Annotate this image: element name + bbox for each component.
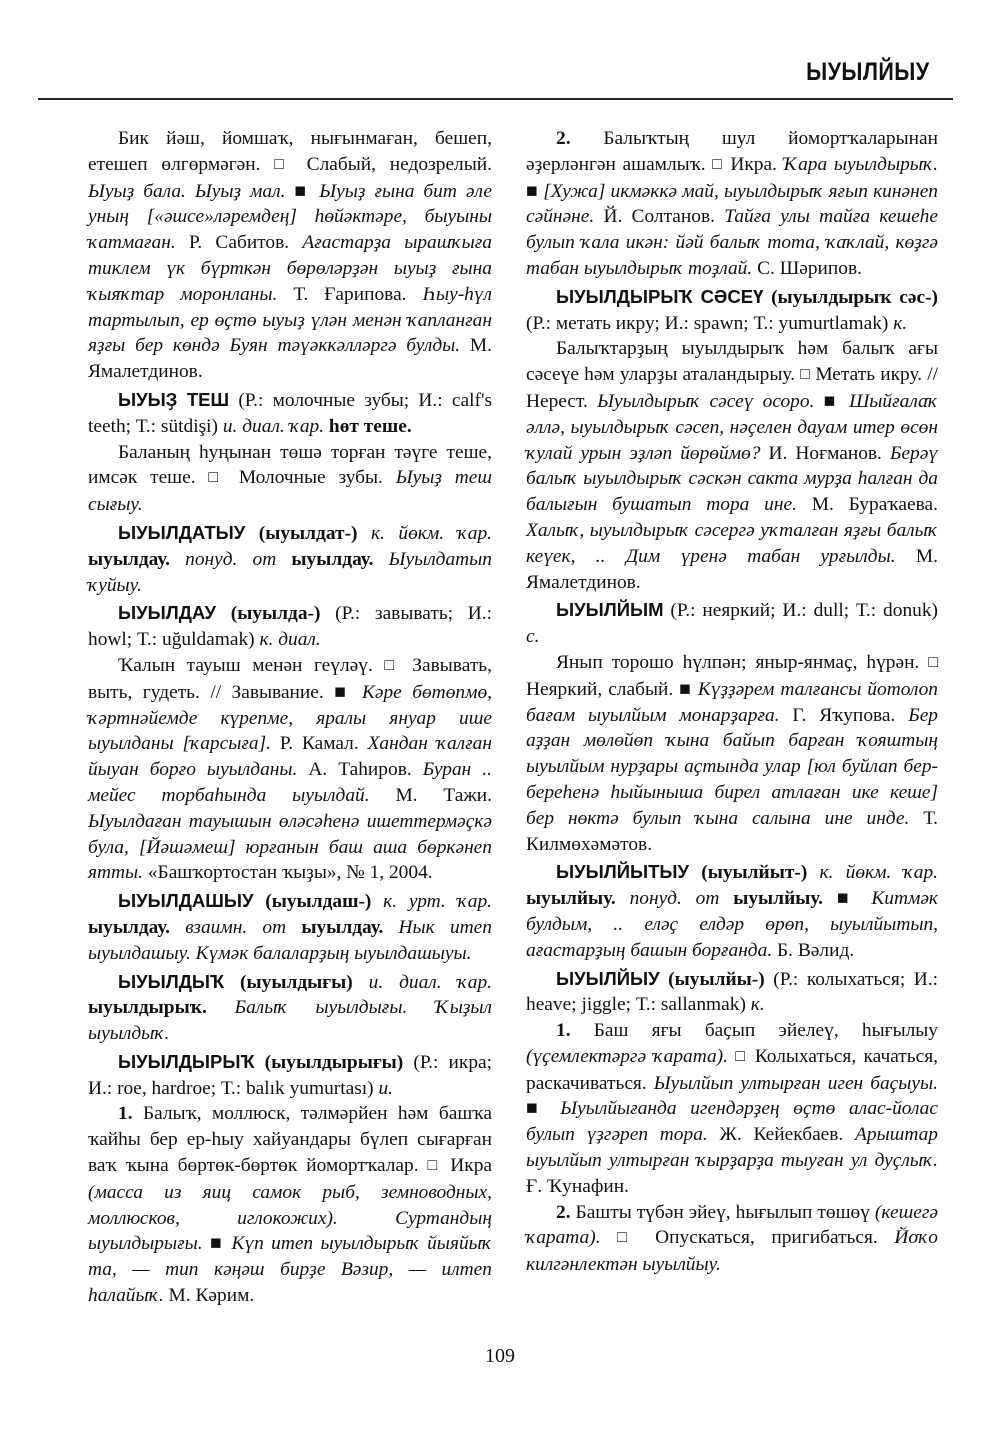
entry-text: ыуылдау. xyxy=(276,548,389,570)
entry-text: (Р.: колыхаться; И.: heave; jiggle; Т.: sallanmak) xyxy=(526,968,938,1016)
entry-text: Баш яғы баҫып эйелеү, һығылыу xyxy=(570,1020,938,1042)
entry-text: (кешегә ҡарата). xyxy=(526,1201,938,1249)
entry-text: 2. xyxy=(556,128,571,149)
entry-text: Ыуылдырыҡ сәсеү осоро. xyxy=(597,390,815,412)
entry-text: Кәре бөтөпмө, ҡәртнәйемде күрепме, яралы януар ише ыуылданы [ҡарсыға]. xyxy=(88,681,492,755)
entry-text: М. Кәрим. xyxy=(163,1285,255,1307)
entry-text: к. йөкм. ҡар. xyxy=(819,862,938,884)
entry-definition xyxy=(88,653,492,886)
entry-text: Ғ. Ҡунафин. xyxy=(526,1175,629,1197)
entry-text: Молочные зубы. xyxy=(226,467,396,489)
entry-definition xyxy=(526,126,938,282)
entry-text: к. урт. ҡар. xyxy=(383,891,492,913)
entry-text: 2. xyxy=(556,1201,571,1223)
entry-text: Башты түбән эйеү, һығылып төшөү xyxy=(570,1201,875,1223)
entry-text: Ҡара ыуылдырыҡ. xyxy=(783,153,938,175)
russian-gloss-marker: □ xyxy=(384,656,401,674)
entry-text: понуд. от xyxy=(629,888,720,910)
entry-text: ыуылйыу. xyxy=(719,888,837,910)
entry-text: ыуылдау. xyxy=(88,548,186,570)
entry-text: (Р.: завывать; И.: howl; Т.: uğuldamak) xyxy=(88,603,492,651)
headword: ЫУЫЛДАУ xyxy=(118,602,217,624)
dictionary-entry xyxy=(526,859,938,963)
entry-definition xyxy=(526,336,938,595)
entry-text: Нык итеп ыуылдашыу. Күмәк балаларҙың ыуылдашыуы. xyxy=(88,916,492,964)
entry-continuation xyxy=(88,126,492,385)
dictionary-entry xyxy=(88,387,492,440)
entry-text: С. Шәрипов. xyxy=(752,257,863,279)
entry-text: (ыуылйыт-) xyxy=(689,862,820,884)
entry-text: (Р.: неяркий; И.: dull; Т.: donuk) xyxy=(663,600,938,622)
russian-gloss-marker: □ xyxy=(735,1047,748,1065)
entry-text: Завывать, выть, гудеть. // Завывание. xyxy=(88,654,492,703)
headword: ЫУЫЛДАТЫУ xyxy=(118,521,246,543)
entry-text: с. xyxy=(526,626,540,648)
entry-text: (ыуылйы-) xyxy=(659,968,774,990)
page-number: 109 xyxy=(485,1345,515,1367)
entry-text: Янып торошо һүлпән; яныр-янмаҫ, һүрән. xyxy=(556,651,929,673)
entry-text: Баланың һуңынан төшә торған тәүге теше, имсәк теше. xyxy=(88,441,492,489)
entry-text: ыуылдау. xyxy=(88,916,186,938)
entry-text: Ыуылйығанда игендәрҙең өҫтө алас-йолас булып үҙгәреп тора. xyxy=(526,1098,938,1146)
left-column xyxy=(88,126,492,1309)
entry-text: Һыу-һүл тартылып, ер өҫтө ыуыҙ үлән менән ҡапланған яҙғы бер көндә Буян тәүәккәлләргә булды. xyxy=(88,283,492,357)
entry-text: (ыуылдығы) xyxy=(224,971,369,993)
entry-text: ыуылдырыҡ. xyxy=(88,997,235,1019)
entry-text: 1. xyxy=(118,1103,133,1125)
entry-text: Ҡалын тауыш менән геүләү. xyxy=(118,654,385,676)
entry-text: (ыуылдат-) xyxy=(245,522,371,544)
entry-text: Халыҡ, ыуылдырыҡ сәсергә уҡталған яҙғы балыҡ кеүек, .. Дим үренә табан урғылды. xyxy=(526,519,938,567)
russian-gloss-marker: □ xyxy=(928,653,938,671)
dictionary-entry xyxy=(88,888,492,966)
entry-text: ■ xyxy=(836,888,858,910)
headword: ЫУЫЛЙЫТЫУ xyxy=(556,861,690,883)
entry-text: Б. Вәлид. xyxy=(772,939,855,961)
entry-text: 1. xyxy=(556,1020,571,1042)
dictionary-entry xyxy=(526,597,938,650)
entry-text: Т. Ғарипова. xyxy=(277,283,423,305)
entry-text: Арыштар ыуылйып ултырған ҡырҙарҙа тыуған ул дуҫлыҡ. xyxy=(526,1124,938,1172)
entry-text: к. йөкм. ҡар. xyxy=(370,522,493,544)
entry-text: Р. Камал. xyxy=(271,733,368,755)
entry-text: Балыҡ, моллюск, тәлмәрйен һәм башҡа ҡайһы бер ер-һыу хайуандары бүлеп сығарған ваҡ ҡына бөртөк-бөртөк йомортҡалар. xyxy=(88,1103,492,1177)
entry-text: Китмәк булдым, .. еләҫ елдәр өрөп, ыуылйытып, ағастарҙың башын борғанда. xyxy=(526,888,938,961)
entry-text: (ыуылдырығы) xyxy=(254,1051,414,1073)
entry-text: ■ xyxy=(814,390,840,412)
entry-text: Колыхаться, качаться, раскачиваться. xyxy=(526,1045,938,1094)
entry-text: Ж. Кейекбаев. xyxy=(707,1124,856,1146)
entry-text: ыуылдау. xyxy=(286,916,399,938)
entry-text: ■ xyxy=(202,1233,225,1255)
entry-text: (үҫемлектәргә ҡарата). xyxy=(526,1045,728,1067)
entry-text: ■ xyxy=(526,1098,547,1120)
entry-text: Опускаться, пригибаться. xyxy=(638,1227,895,1249)
entry-text: Ыуыҙ ғына бит әле уның [«әшсе»ләремдең] һөйәктәре, быуыны ҡатмаған. xyxy=(88,180,493,254)
entry-definition xyxy=(526,1200,938,1278)
entry-text: Хандан ҡалған йыуан борғо ыуылданы. xyxy=(88,733,492,781)
headword: ЫУЫҘ ТЕШ xyxy=(118,388,230,410)
dictionary-entry xyxy=(88,520,492,598)
entry-text: (ыуылдаш-) xyxy=(253,891,384,913)
dictionary-columns xyxy=(88,126,938,1309)
dictionary-entry xyxy=(88,969,492,1047)
russian-gloss-marker: □ xyxy=(800,366,811,384)
entry-text: М. Ямалетдинов. xyxy=(526,545,938,593)
entry-text: «Башҡортостан ҡыҙы», № 1, 2004. xyxy=(143,862,433,884)
right-column xyxy=(526,126,938,1309)
entry-text: Бер аҙҙан мөлөйөп ҡына байып барған ҡояштың ыуылйым нурҙары аҫтында улар [юл буйлап бер-береһенә һыйыныша бирел атлаған ике кеше] бер нөктә булып ҡына салына ине инде. xyxy=(526,704,939,829)
entry-text: Т. Килмөхәмәтов. xyxy=(526,807,938,855)
entry-text: Буран .. мейес торбаһында ыуылдай. xyxy=(88,759,492,806)
entry-text: М. Ямалетдинов. xyxy=(88,335,493,383)
headword: ЫУЫЛДЫРЫҠ xyxy=(118,1050,255,1072)
entry-text: Ыуыҙ теш сығыу. xyxy=(88,467,492,516)
dictionary-entry xyxy=(88,1049,492,1102)
entry-text: Неяркий, слабый. xyxy=(526,678,680,700)
headword: ЫУЫЛДАШЫУ xyxy=(118,890,254,912)
entry-text: И. Ноғманов. xyxy=(760,442,890,464)
entry-text: к. xyxy=(750,994,765,1016)
entry-text: Г. Яҡупова. xyxy=(779,704,909,726)
entry-definition xyxy=(526,1018,938,1200)
russian-gloss-marker: □ xyxy=(617,1229,639,1247)
running-head: ЫУЫЛЙЫУ xyxy=(806,58,930,86)
russian-gloss-marker: □ xyxy=(427,1157,442,1175)
entry-text: Икра xyxy=(441,1155,492,1177)
entry-text: (Р.: метать икру; И.: spawn; Т.: yumurtlamak) xyxy=(526,312,894,334)
dictionary-entry xyxy=(88,600,492,653)
entry-text: Ыуылйып ултырған иген баҫыуы. xyxy=(653,1072,938,1094)
entry-text: взаимн. от xyxy=(185,916,287,938)
entry-text: Йоҡо килгәнлектән ыуылйыу. xyxy=(526,1227,938,1276)
header-rule xyxy=(38,98,953,100)
entry-text: (масса из яиц самок рыб, земноводных, моллюсков, иглокожих). Суртандың ыуылдырығы. xyxy=(88,1181,492,1255)
entry-text: понуд. от xyxy=(185,548,277,570)
entry-text: Бик йәш, йомшаҡ, нығынмаған, бешеп, етешеп өлгөрмәгән. xyxy=(88,128,492,175)
entry-text: Метать икру. // Нерест. xyxy=(526,364,938,412)
entry-text: и. xyxy=(378,1077,393,1099)
entry-text: А. Таһиров. xyxy=(297,759,423,781)
entry-text: Р. Сабитов. xyxy=(175,232,303,254)
headword: ЫУЫЛДЫРЫҠ СӘСЕҮ xyxy=(556,285,764,307)
russian-gloss-marker: □ xyxy=(712,155,724,173)
entry-text: к. диал. xyxy=(259,629,321,651)
dictionary-entry xyxy=(526,966,938,1019)
entry-text: Тайға улы тайға кешеһе булып ҡала икән: йәй балыҡ тота, ҡаҡлай, көҙгә табан ыуылдырыҡ тоҙлай. xyxy=(526,206,938,279)
russian-gloss-marker: □ xyxy=(274,155,293,173)
entry-text: ■ xyxy=(526,180,539,202)
headword: ЫУЫЛЙЫМ xyxy=(556,599,664,621)
entry-text: Шыйғалаҡ әллә, ыуылдырыҡ сәсеп, нәҫелен дауам итер өсөн ҡулай урын эҙләп йөрөймө? xyxy=(526,390,938,464)
entry-text: (Р.: икра; И.: roe, hardroe; Т.: balık yumurtası) xyxy=(88,1051,493,1099)
entry-text xyxy=(601,1227,618,1248)
entry-text: [Хужа] икмәккә май, ыуылдырыҡ яғып кинәнеп сәйнәне. xyxy=(526,180,938,228)
entry-text: к. xyxy=(893,312,908,334)
entry-text: Ағастарҙа ырашҡыға тиклем үк бүрткән бөрөләрҙән ыуыҙ ғына ҡыяҡтар моронланы. xyxy=(88,232,492,305)
entry-text: ■ xyxy=(679,678,692,700)
entry-text: Күҙҙәрем талғансы йотолоп бағам ыуылйым монарҙарға. xyxy=(526,678,939,726)
entry-text: Берәү балыҡ ыуылдырыҡ сәскән сакта мурҙа һалған да балығын бушатып тора ине. xyxy=(526,442,938,516)
entry-text: һөт теше. xyxy=(324,415,412,437)
entry-text: Икра. xyxy=(723,153,784,175)
headword: ЫУЫЛДЫҠ xyxy=(118,970,225,992)
entry-text: М. Бураҡаева. xyxy=(796,494,938,516)
entry-definition xyxy=(526,650,938,857)
entry-text: Балыҡ ыуылдығы. Ҡыҙыл ыуылдыҡ. xyxy=(88,997,492,1045)
entry-text: (Р.: молочные зубы; И.: calf's teeth; Т.: sütdişi) xyxy=(88,389,492,437)
entry-text: и. диал. ҡар. xyxy=(368,971,492,993)
entry-text: (ыуылдырыҡ сәс-) xyxy=(763,286,938,308)
entry-text: (ыуылда-) xyxy=(216,603,336,625)
entry-text: Балыҡтарҙың ыуылдырыҡ һәм балыҡ ағы сәсеүе һәм уларҙы аталандырыу. xyxy=(526,338,938,386)
entry-text: Балыҡтың шул йомортҡаларынан әҙерләнгән ашамлыҡ. xyxy=(526,128,938,175)
entry-text: Ыуылдаған тауышын өләсәһенә ишеттермәҫкә була, [Йәшәмеш] юрғанын баш аша бөркәнеп ятты. xyxy=(88,810,492,884)
dictionary-entry xyxy=(526,284,938,337)
headword: ЫУЫЛЙЫУ xyxy=(556,967,660,989)
entry-text: Слабый, недозрелый. xyxy=(292,153,492,175)
entry-text: М. Тажи. xyxy=(369,784,492,806)
entry-text: ■ xyxy=(294,180,311,202)
entry-definition xyxy=(88,1101,492,1308)
entry-text: Ыуылдатып ҡуйыу. xyxy=(88,548,493,596)
entry-text: Й. Солтанов. xyxy=(594,206,725,228)
entry-definition xyxy=(88,440,492,518)
entry-text: ■ xyxy=(334,681,352,703)
entry-text: Күп итеп ыуылдырыҡ йыяйыҡ та, — тип кәңәш бирҙе Вәзир, — илтеп һалайыҡ. xyxy=(88,1233,493,1307)
entry-text: и. диал. ҡар. xyxy=(222,415,325,437)
entry-text: Ыуыҙ бала. Ыуыҙ мал. xyxy=(88,180,295,202)
russian-gloss-marker: □ xyxy=(208,469,227,487)
entry-text: ыуылйыу. xyxy=(526,888,630,910)
